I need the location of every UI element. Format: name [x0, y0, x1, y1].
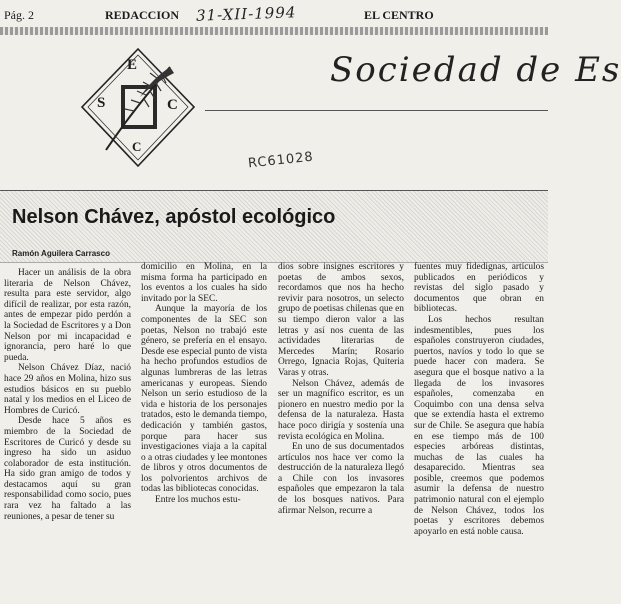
- article-byline: Ramón Aguilera Carrasco: [12, 249, 110, 258]
- newspaper-name: EL CENTRO: [364, 8, 434, 22]
- article-column-3: [278, 262, 404, 598]
- paragraph: Nelson Chávez Díaz, nació hace 29 años en Molina, hizo sus estudios básicos en su pueblo natal y los medios en el Liceo de Hombres de Curicó.: [4, 363, 131, 416]
- paragraph: Los hechos resultan indesmentibles, pues los españoles construyeron ciudades, puertos, navíos y todo lo que se puede hacer con madera. Se asegura que el bosque nativo a la llegada de los invasores españoles, comenzaba en Coquimbo con una densa selva que se extendía hasta el extremo sur de Chile. Se asegura que había en ese tiempo más de 100 especies arbóreas distintas, muchas de las cuales ha desaparecido. Mientras sea posible, creemos que podemos asumir la defensa de nuestro patrimonio natural con el ejemplo de Nelson Chávez, todos los poetas y escritores debemos apoyarlo en está noble causa.: [414, 314, 544, 537]
- paragraph: Aunque la mayoría de los componentes de la SEC son poetas, Nelson no trabajó este género, se prefería en el ensayo. Desde ese especial punto de vista ha hecho profundos estudios de algunas lumbreras de las letras americanas y europeas. Siendo Nelson un serio estudioso de la vida e historia de los personajes tratados, esto le demanda tiempo, dedicación y también gastos, porque para hacer sus investigaciones viaja a la capital o a otras ciudades y lee montones de libros y otros documentos de los polvorientos archivos de todas las bibliotecas conocidas.: [141, 304, 268, 495]
- paragraph: En uno de sus documentados artículos nos hace ver como la destrucción de la naturaleza llegó a Chile con los invasores españoles que empezaron la tala de los bosques nativos. Para afirmar Nelson, recurre a: [278, 442, 404, 516]
- handwritten-date: 31-XII-1994: [195, 3, 297, 25]
- article-column-2: [141, 262, 267, 598]
- article-column-1: [4, 262, 131, 604]
- logo-letter-c-bottom: C: [132, 139, 142, 154]
- paragraph: Entre los muchos estu-: [155, 495, 241, 506]
- section-label: REDACCION: [105, 8, 180, 22]
- paragraph: domicilio en Molina, en la misma forma ha participado en los eventos a los cuales ha sido invitado por la SEC.: [141, 262, 267, 304]
- page-number: Pág. 2: [4, 8, 34, 22]
- title-banner-top-rule: [0, 190, 548, 191]
- paragraph: dios sobre insignes escritores y poetas de ambos sexos, recordamos que nos ha hecho revivir para nosotros, un selecto grupo de poetisas chilenas que en su tiempo dieron valor a las letras y así nos cuenta de las actividades literarias de Mercedes Marín; Rosario Orrego, Ignacia Rojas, Quiteria Varas y otras.: [278, 262, 404, 378]
- logo-letter-e: E: [127, 57, 138, 73]
- article-title: Nelson Chávez, apóstol ecológico: [12, 206, 336, 228]
- logo-letter-c: C: [167, 97, 178, 113]
- sec-logo: [78, 45, 198, 170]
- section-heading: Sociedad de Es: [330, 50, 621, 90]
- paragraph: Hacer un análisis de la obra literaria de Nelson Chávez, resulta para este servidor, algo difícil de realizar, por esta razón, antes de empezar pido perdón a la Sociedad de Escritores y a Don Nelson por mi incapacidad e ignorancia, pero haré lo que pueda.: [4, 268, 131, 363]
- paragraph: Nelson Chávez, además de ser un magnífico escritor, es un pionero en nuestro medio por la defensa de la naturaleza. Hasta hace poco dirigía y sostenía una revista ecológica en Molina.: [278, 378, 404, 442]
- logo-letter-s: S: [97, 95, 106, 111]
- paragraph: fuentes muy fidedignas, artículos publicados en periódicos y revistas del siglo pasado y documentos que obran en bibliotecas.: [414, 262, 544, 315]
- archive-stamp: RC61028: [247, 149, 315, 172]
- header-rule: [0, 27, 548, 35]
- paragraph: Desde hace 5 años es miembro de la Sociedad de Escritores de Curicó y desde su ingreso ha sido un asiduo colaborador de esta institución. Ha sido gran amigo de todos y destacamos aquí su gran responsabilidad como socio, pues rara vez ha faltado a las reuniones, a pesar de tener su: [4, 416, 131, 522]
- section-heading-rule: [205, 110, 548, 111]
- article-column-4: [414, 262, 544, 598]
